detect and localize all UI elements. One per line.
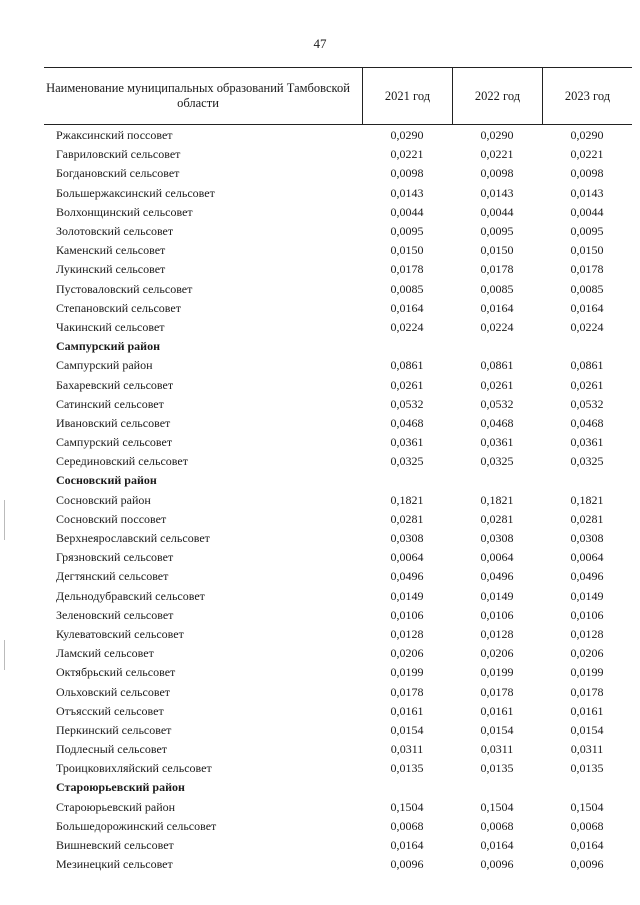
municipality-name: Зеленовский сельсовет <box>56 607 174 622</box>
value-2023: 0,0149 <box>570 588 604 603</box>
municipality-name: Сампурский район <box>56 358 153 373</box>
municipality-name: Большержаксинский сельсовет <box>56 185 215 200</box>
municipality-name: Лукинский сельсовет <box>56 262 166 277</box>
value-2021: 0,0199 <box>390 665 424 680</box>
value-2021: 0,0161 <box>390 703 424 718</box>
value-2021: 0,0085 <box>390 281 424 296</box>
value-2021: 0,0261 <box>390 377 424 392</box>
value-2022: 0,0149 <box>480 588 514 603</box>
value-2021: 0,0281 <box>390 511 424 526</box>
municipality-name: Отъясский сельсовет <box>56 703 164 718</box>
table-row <box>44 433 632 452</box>
value-2022: 0,0325 <box>480 454 514 469</box>
municipality-name: Ржаксинский поссовет <box>56 128 173 143</box>
table-row <box>44 587 632 606</box>
value-2022: 0,0064 <box>480 550 514 565</box>
value-2021: 0,0106 <box>390 607 424 622</box>
table-row <box>44 625 632 644</box>
table-row <box>44 184 632 203</box>
value-2021: 0,0068 <box>390 818 424 833</box>
table-row <box>44 126 632 145</box>
value-2022: 0,0308 <box>480 531 514 546</box>
value-2022: 0,0468 <box>480 415 514 430</box>
municipality-name: Перкинский сельсовет <box>56 722 172 737</box>
value-2023: 0,0861 <box>570 358 604 373</box>
value-2023: 0,0178 <box>570 684 604 699</box>
value-2021: 0,0164 <box>390 838 424 853</box>
value-2021: 0,0308 <box>390 531 424 546</box>
value-2021: 0,0143 <box>390 185 424 200</box>
table-row <box>44 759 632 778</box>
value-2023: 0,0290 <box>570 128 604 143</box>
value-2023: 0,0199 <box>570 665 604 680</box>
value-2022: 0,0361 <box>480 435 514 450</box>
table-row <box>44 414 632 433</box>
group-heading-row <box>44 471 632 490</box>
table-row <box>44 491 632 510</box>
value-2021: 0,0468 <box>390 415 424 430</box>
value-2021: 0,0149 <box>390 588 424 603</box>
value-2023: 0,0068 <box>570 818 604 833</box>
value-2023: 0,0532 <box>570 396 604 411</box>
value-2022: 0,0154 <box>480 722 514 737</box>
value-2022: 0,0128 <box>480 626 514 641</box>
value-2021: 0,0178 <box>390 684 424 699</box>
value-2023: 0,0098 <box>570 166 604 181</box>
value-2023: 0,0261 <box>570 377 604 392</box>
value-2023: 0,0154 <box>570 722 604 737</box>
municipality-name: Сатинский сельсовет <box>56 396 164 411</box>
value-2023: 0,0064 <box>570 550 604 565</box>
value-2023: 0,1821 <box>570 492 604 507</box>
table-row <box>44 721 632 740</box>
value-2022: 0,1821 <box>480 492 514 507</box>
table-row <box>44 452 632 471</box>
value-2021: 0,0361 <box>390 435 424 450</box>
municipality-name: Большедорожинский сельсовет <box>56 818 217 833</box>
table-row <box>44 356 632 375</box>
table-row <box>44 280 632 299</box>
value-2023: 0,0085 <box>570 281 604 296</box>
table-row <box>44 164 632 183</box>
value-2021: 0,0096 <box>390 857 424 872</box>
table-row <box>44 682 632 701</box>
value-2022: 0,0143 <box>480 185 514 200</box>
municipality-name: Богдановский сельсовет <box>56 166 180 181</box>
value-2022: 0,0098 <box>480 166 514 181</box>
value-2023: 0,0096 <box>570 857 604 872</box>
value-2021: 0,0150 <box>390 243 424 258</box>
value-2021: 0,0861 <box>390 358 424 373</box>
table-row <box>44 644 632 663</box>
value-2022: 0,0496 <box>480 569 514 584</box>
table-row <box>44 145 632 164</box>
value-2023: 0,0095 <box>570 224 604 239</box>
table-row <box>44 510 632 529</box>
value-2022: 0,0224 <box>480 319 514 334</box>
header-year-2023: 2023 год <box>542 68 632 124</box>
value-2022: 0,0199 <box>480 665 514 680</box>
value-2023: 0,0164 <box>570 300 604 315</box>
municipality-name: Каменский сельсовет <box>56 243 166 258</box>
municipality-name: Серединовский сельсовет <box>56 454 188 469</box>
municipality-name: Сосновский район <box>56 492 151 507</box>
municipality-name: Вишневский сельсовет <box>56 838 174 853</box>
value-2023: 0,0164 <box>570 838 604 853</box>
table-row <box>44 222 632 241</box>
value-2022: 0,0178 <box>480 262 514 277</box>
municipality-name: Бахаревский сельсовет <box>56 377 174 392</box>
table-row <box>44 241 632 260</box>
value-2023: 0,0325 <box>570 454 604 469</box>
value-2023: 0,0135 <box>570 761 604 776</box>
district-heading: Сампурский район <box>56 339 160 354</box>
district-heading: Сосновский район <box>56 473 157 488</box>
municipality-name: Гавриловский сельсовет <box>56 147 181 162</box>
value-2021: 0,0064 <box>390 550 424 565</box>
value-2022: 0,0261 <box>480 377 514 392</box>
value-2023: 0,1504 <box>570 799 604 814</box>
data-table <box>44 67 632 874</box>
municipality-name: Чакинский сельсовет <box>56 319 165 334</box>
header-year-2021: 2021 год <box>362 68 452 124</box>
value-2022: 0,1504 <box>480 799 514 814</box>
value-2021: 0,0044 <box>390 204 424 219</box>
table-row <box>44 740 632 759</box>
municipality-name: Верхнеярославский сельсовет <box>56 531 210 546</box>
municipality-name: Староюрьевский район <box>56 799 176 814</box>
value-2023: 0,0361 <box>570 435 604 450</box>
municipality-name: Мезинецкий сельсовет <box>56 857 173 872</box>
value-2023: 0,0224 <box>570 319 604 334</box>
value-2021: 0,0164 <box>390 300 424 315</box>
value-2022: 0,0164 <box>480 300 514 315</box>
value-2023: 0,0106 <box>570 607 604 622</box>
margin-scan-mark <box>4 640 5 670</box>
value-2021: 0,0496 <box>390 569 424 584</box>
table-body <box>44 126 632 874</box>
value-2022: 0,0164 <box>480 838 514 853</box>
table-row <box>44 260 632 279</box>
value-2023: 0,0468 <box>570 415 604 430</box>
table-row <box>44 606 632 625</box>
value-2022: 0,0532 <box>480 396 514 411</box>
value-2022: 0,0290 <box>480 128 514 143</box>
table-row <box>44 567 632 586</box>
table-row <box>44 318 632 337</box>
value-2021: 0,0154 <box>390 722 424 737</box>
value-2021: 0,0290 <box>390 128 424 143</box>
municipality-name: Сосновский поссовет <box>56 511 167 526</box>
municipality-name: Волхонщинский сельсовет <box>56 204 193 219</box>
value-2022: 0,0311 <box>480 742 514 757</box>
municipality-name: Ольховский сельсовет <box>56 684 171 699</box>
value-2021: 0,0135 <box>390 761 424 776</box>
table-row <box>44 203 632 222</box>
municipality-name: Троицковихляйский сельсовет <box>56 761 212 776</box>
value-2022: 0,0106 <box>480 607 514 622</box>
value-2021: 0,1821 <box>390 492 424 507</box>
value-2022: 0,0135 <box>480 761 514 776</box>
value-2021: 0,0224 <box>390 319 424 334</box>
value-2023: 0,0221 <box>570 147 604 162</box>
header-year-2022: 2022 год <box>452 68 542 124</box>
table-header <box>44 67 632 125</box>
value-2023: 0,0044 <box>570 204 604 219</box>
value-2021: 0,0206 <box>390 646 424 661</box>
value-2022: 0,0221 <box>480 147 514 162</box>
table-row <box>44 817 632 836</box>
value-2023: 0,0206 <box>570 646 604 661</box>
table-row <box>44 375 632 394</box>
municipality-name: Октябрьский сельсовет <box>56 665 176 680</box>
municipality-name: Ивановский сельсовет <box>56 415 171 430</box>
value-2022: 0,0085 <box>480 281 514 296</box>
value-2021: 0,0098 <box>390 166 424 181</box>
table-row <box>44 702 632 721</box>
header-name-column: Наименование муниципальных образований Тамбовской области <box>46 81 350 110</box>
value-2023: 0,0281 <box>570 511 604 526</box>
value-2021: 0,0128 <box>390 626 424 641</box>
value-2021: 0,1504 <box>390 799 424 814</box>
table-row <box>44 548 632 567</box>
value-2021: 0,0178 <box>390 262 424 277</box>
value-2021: 0,0325 <box>390 454 424 469</box>
value-2022: 0,0068 <box>480 818 514 833</box>
table-row <box>44 855 632 874</box>
municipality-name: Пустоваловский сельсовет <box>56 281 193 296</box>
municipality-name: Золотовский сельсовет <box>56 224 174 239</box>
value-2021: 0,0221 <box>390 147 424 162</box>
value-2022: 0,0861 <box>480 358 514 373</box>
municipality-name: Ламский сельсовет <box>56 646 154 661</box>
page-number: 47 <box>313 36 327 51</box>
value-2022: 0,0206 <box>480 646 514 661</box>
table-row <box>44 663 632 682</box>
group-heading-row <box>44 778 632 797</box>
value-2023: 0,0161 <box>570 703 604 718</box>
value-2023: 0,0143 <box>570 185 604 200</box>
table-row <box>44 299 632 318</box>
table-row <box>44 395 632 414</box>
municipality-name: Дельнодубравский сельсовет <box>56 588 205 603</box>
value-2023: 0,0496 <box>570 569 604 584</box>
municipality-name: Грязновский сельсовет <box>56 550 174 565</box>
municipality-name: Кулеватовский сельсовет <box>56 626 184 641</box>
value-2022: 0,0095 <box>480 224 514 239</box>
table-row <box>44 836 632 855</box>
value-2021: 0,0532 <box>390 396 424 411</box>
municipality-name: Степановский сельсовет <box>56 300 181 315</box>
group-heading-row <box>44 337 632 356</box>
municipality-name: Сампурский сельсовет <box>56 435 173 450</box>
value-2022: 0,0096 <box>480 857 514 872</box>
value-2023: 0,0311 <box>570 742 604 757</box>
value-2022: 0,0044 <box>480 204 514 219</box>
value-2023: 0,0308 <box>570 531 604 546</box>
municipality-name: Дегтянский сельсовет <box>56 569 169 584</box>
value-2023: 0,0150 <box>570 243 604 258</box>
value-2022: 0,0150 <box>480 243 514 258</box>
margin-scan-mark <box>4 500 5 540</box>
value-2022: 0,0161 <box>480 703 514 718</box>
value-2021: 0,0095 <box>390 224 424 239</box>
value-2021: 0,0311 <box>390 742 424 757</box>
district-heading: Староюрьевский район <box>56 780 185 795</box>
value-2022: 0,0178 <box>480 684 514 699</box>
table-row <box>44 529 632 548</box>
table-row <box>44 798 632 817</box>
value-2023: 0,0128 <box>570 626 604 641</box>
municipality-name: Подлесный сельсовет <box>56 742 168 757</box>
value-2023: 0,0178 <box>570 262 604 277</box>
value-2022: 0,0281 <box>480 511 514 526</box>
